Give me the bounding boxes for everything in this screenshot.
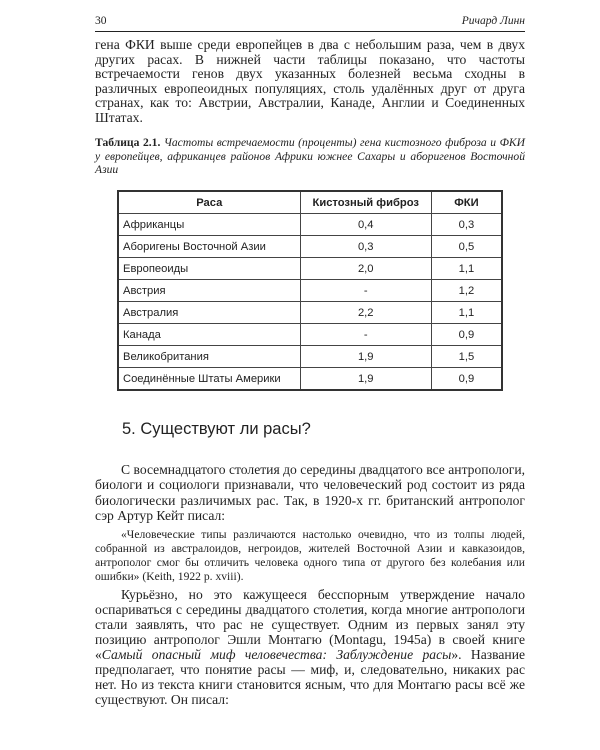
pku-cell: 1,2 bbox=[431, 280, 502, 302]
paragraph-history: С восемнадцатого столетия до середины двадцатого все антропологи, биологи и социологи признавали, что человеческий род состоит из ряда биологически различимых рас. Так, в 1920-х гг. британский антрополог сэр Артур Кейт писал: bbox=[95, 462, 525, 524]
running-header bbox=[95, 14, 525, 32]
race-cell: Канада bbox=[118, 324, 300, 346]
pku-cell: 0,9 bbox=[431, 324, 502, 346]
race-cell: Европеоиды bbox=[118, 258, 300, 280]
table-caption bbox=[95, 136, 525, 177]
paragraph-montagu bbox=[95, 587, 525, 707]
paragraph-montagu-before: Курьёзно, но это кажущееся бесспорным утверждение начало оспариваться с середины двадцатого столетия, когда многие антропологи стали заявлять, что рас не существует. Одним из первых занял эту позицию антрополог Эшли Монтагю (Montagu, 1945a) в своей книге « bbox=[95, 587, 525, 662]
race-cell: Соединённые Штаты Америки bbox=[118, 368, 300, 391]
cystic-fibrosis-cell: 1,9 bbox=[300, 368, 431, 391]
pku-cell: 0,3 bbox=[431, 214, 502, 236]
column-header-race: Раса bbox=[118, 191, 300, 214]
cystic-fibrosis-cell: - bbox=[300, 324, 431, 346]
paragraph-montagu-after: ». Название предполагает, что понятие расы — миф, и, следовательно, никаких рас нет. Но из текста книги становится ясным, что для Монтагю расы всё же существуют. Он писал: bbox=[95, 647, 526, 707]
cystic-fibrosis-cell: 0,4 bbox=[300, 214, 431, 236]
section-heading: 5. Существуют ли расы? bbox=[122, 420, 311, 438]
race-cell: Австрия bbox=[118, 280, 300, 302]
pku-cell: 0,9 bbox=[431, 368, 502, 391]
table-row bbox=[118, 280, 502, 302]
cystic-fibrosis-cell: - bbox=[300, 280, 431, 302]
column-header-cystic-fibrosis: Кистозный фиброз bbox=[300, 191, 431, 214]
table-row bbox=[118, 368, 502, 391]
race-cell: Африканцы bbox=[118, 214, 300, 236]
pku-cell: 1,5 bbox=[431, 346, 502, 368]
pku-cell: 1,1 bbox=[431, 302, 502, 324]
table-row bbox=[118, 214, 502, 236]
pku-cell: 0,5 bbox=[431, 236, 502, 258]
running-author: Ричард Линн bbox=[461, 15, 525, 27]
page-number: 30 bbox=[95, 15, 107, 27]
book-title: Самый опасный миф человечества: Заблуждение расы bbox=[101, 647, 452, 662]
cystic-fibrosis-cell: 1,9 bbox=[300, 346, 431, 368]
table-row bbox=[118, 236, 502, 258]
table-caption-text: Частоты встречаемости (проценты) гена кистозного фиброза и ФКИ у европейцев, африканцев районов Африки южнее Сахары и аборигенов Восточной Азии bbox=[95, 136, 525, 177]
race-cell: Аборигены Восточной Азии bbox=[118, 236, 300, 258]
table-row bbox=[118, 324, 502, 346]
table-row bbox=[118, 302, 502, 324]
race-cell: Австралия bbox=[118, 302, 300, 324]
table-caption-label: Таблица 2.1. bbox=[95, 136, 161, 149]
pku-cell: 1,1 bbox=[431, 258, 502, 280]
cystic-fibrosis-cell: 0,3 bbox=[300, 236, 431, 258]
block-quote-keith: «Человеческие типы различаются настолько очевидно, что из толпы людей, собранной из австралоидов, негроидов, жителей Восточной Азии и кавказоидов, антрополог смог бы отличить человека одного типа от другого без колебания или ошибки» (Keith, 1922 p. xviii). bbox=[95, 528, 525, 583]
column-header-pku: ФКИ bbox=[431, 191, 502, 214]
cystic-fibrosis-cell: 2,2 bbox=[300, 302, 431, 324]
table-row bbox=[118, 346, 502, 368]
paragraph-intro: гена ФКИ выше среди европейцев в два с небольшим раза, чем в двух других расах. В нижней части таблицы показано, что частоты встречаемости генов двух указанных болезней весьма сходны в различных европеоидных популяциях, столь удалённых друг от друга странах, как то: Австрии, Австралии, Канаде, Англии и Соединенных Штатах. bbox=[95, 37, 525, 125]
table-header-row bbox=[118, 191, 502, 214]
race-cell: Великобритания bbox=[118, 346, 300, 368]
cystic-fibrosis-cell: 2,0 bbox=[300, 258, 431, 280]
frequency-table bbox=[117, 190, 503, 391]
table-row bbox=[118, 258, 502, 280]
